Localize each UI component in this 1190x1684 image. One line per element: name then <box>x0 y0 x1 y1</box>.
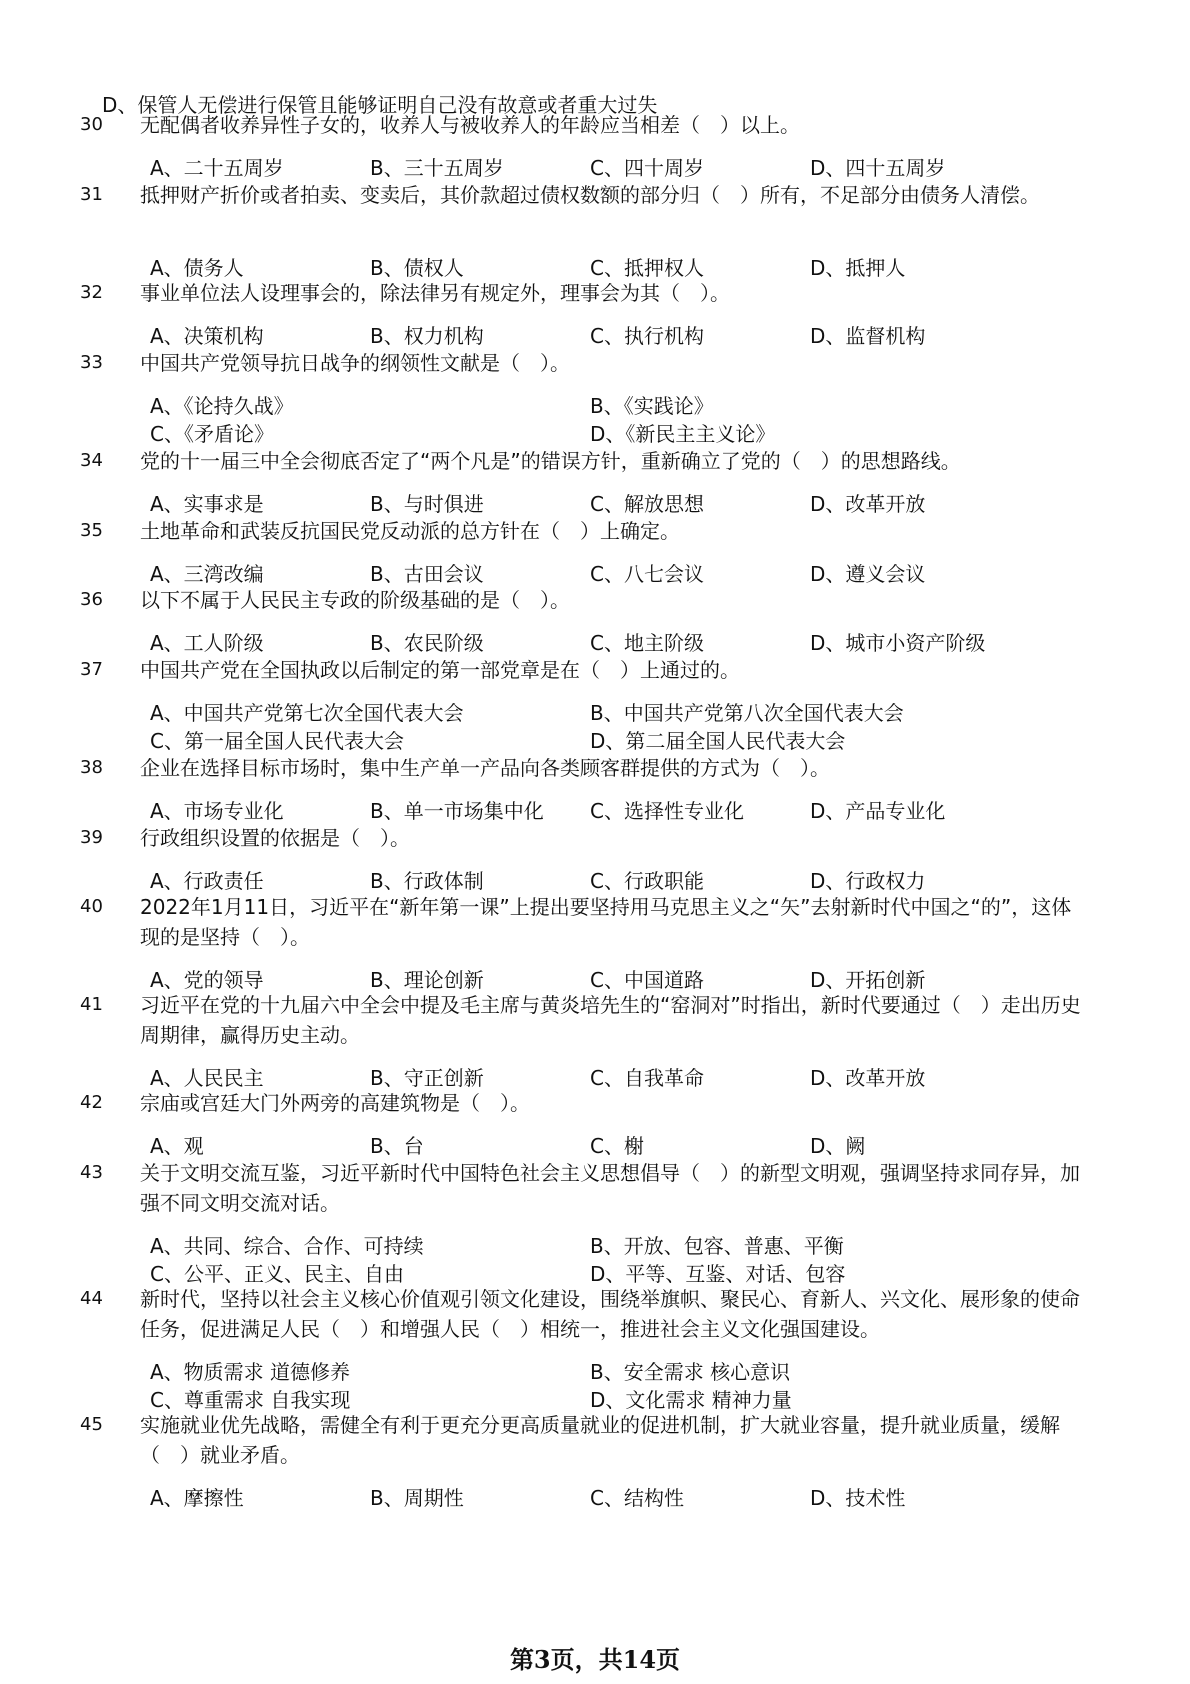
option-a[interactable]: A、三湾改编 <box>150 562 264 586</box>
option-d[interactable]: D、遵义会议 <box>810 562 926 586</box>
option-c[interactable]: C、地主阶级 <box>590 631 704 655</box>
question-number: 41 <box>80 994 103 1015</box>
question-37 <box>0 655 1190 754</box>
question-41 <box>0 990 1190 1091</box>
option-c[interactable]: C、尊重需求 自我实现 <box>150 1388 351 1412</box>
option-b[interactable]: B、古田会议 <box>370 562 484 586</box>
option-c[interactable]: C、八七会议 <box>590 562 704 586</box>
option-list <box>0 1357 1190 1413</box>
option-list <box>0 1231 1190 1287</box>
option-b[interactable]: B、中国共产党第八次全国代表大会 <box>590 701 904 725</box>
question-header <box>0 180 1190 240</box>
option-c[interactable]: C、执行机构 <box>590 324 704 348</box>
option-b[interactable]: B、行政体制 <box>370 869 484 893</box>
question-header <box>0 110 1190 140</box>
option-b[interactable]: B、农民阶级 <box>370 631 484 655</box>
question-header <box>0 446 1190 476</box>
question-header <box>0 892 1190 952</box>
option-d[interactable]: D、文化需求 精神力量 <box>590 1388 792 1412</box>
option-a[interactable]: A、摩擦性 <box>150 1486 244 1510</box>
option-d[interactable]: D、改革开放 <box>810 492 926 516</box>
question-header <box>0 990 1190 1050</box>
question-text: 土地革命和武装反抗国民党反动派的总方针在（ ）上确定。 <box>140 519 680 543</box>
question-39 <box>0 823 1190 894</box>
option-c[interactable]: C、行政职能 <box>590 869 704 893</box>
option-d[interactable]: D、平等、互鉴、对话、包容 <box>590 1262 846 1286</box>
question-number: 45 <box>80 1414 103 1435</box>
option-a[interactable]: A、实事求是 <box>150 492 264 516</box>
question-38 <box>0 753 1190 824</box>
question-text: 2022年1月11日，习近平在“新年第一课”上提出要坚持用马克思主义之“矢”去射新时代中国之“的”，这体现的是坚持（ ）。 <box>140 895 1072 949</box>
question-45 <box>0 1410 1190 1511</box>
question-text: 行政组织设置的依据是（ ）。 <box>140 826 410 850</box>
option-a[interactable]: A、决策机构 <box>150 324 264 348</box>
option-list <box>0 153 1190 181</box>
option-b[interactable]: B、理论创新 <box>370 968 484 992</box>
option-a[interactable]: A、二十五周岁 <box>150 156 284 180</box>
option-a[interactable]: A、行政责任 <box>150 869 264 893</box>
question-text: 抵押财产折价或者拍卖、变卖后，其价款超过债权数额的部分归（ ）所有，不足部分由债务人清偿。 <box>140 183 1040 207</box>
question-header <box>0 348 1190 378</box>
page-footer: 第3页，共14页 <box>509 1645 681 1674</box>
question-42 <box>0 1088 1190 1159</box>
question-number: 33 <box>80 352 103 373</box>
option-list <box>0 391 1190 447</box>
option-d[interactable]: D、阙 <box>810 1134 866 1158</box>
question-43 <box>0 1158 1190 1287</box>
option-list <box>0 698 1190 754</box>
question-number: 42 <box>80 1092 103 1113</box>
option-c[interactable]: C、解放思想 <box>590 492 704 516</box>
option-a[interactable]: A、人民民主 <box>150 1066 264 1090</box>
option-c[interactable]: C、榭 <box>590 1134 644 1158</box>
question-header <box>0 1284 1190 1344</box>
option-d[interactable]: D、改革开放 <box>810 1066 926 1090</box>
question-text: 党的十一届三中全会彻底否定了“两个凡是”的错误方针，重新确立了党的（ ）的思想路线。 <box>140 449 961 473</box>
question-number: 31 <box>80 184 103 205</box>
question-number: 30 <box>80 114 103 135</box>
question-number: 44 <box>80 1288 103 1309</box>
question-header <box>0 1158 1190 1218</box>
option-d[interactable]: D、四十五周岁 <box>810 156 946 180</box>
question-text: 关于文明交流互鉴，习近平新时代中国特色社会主义思想倡导（ ）的新型文明观，强调坚持求同存异，加强不同文明交流对话。 <box>140 1161 1080 1215</box>
question-40 <box>0 892 1190 993</box>
question-35 <box>0 516 1190 587</box>
option-list <box>0 796 1190 824</box>
option-a[interactable]: A、物质需求 道德修养 <box>150 1360 351 1384</box>
question-number: 43 <box>80 1162 103 1183</box>
option-c[interactable]: C、四十周岁 <box>590 156 704 180</box>
option-d[interactable]: D、抵押人 <box>810 256 906 280</box>
option-d[interactable]: D、城市小资产阶级 <box>810 631 986 655</box>
question-number: 39 <box>80 827 103 848</box>
option-c[interactable]: C、选择性专业化 <box>590 799 744 823</box>
question-header <box>0 753 1190 783</box>
option-list <box>0 1131 1190 1159</box>
continued-option: D、保管人无偿进行保管且能够证明自己没有故意或者重大过失 <box>102 93 658 117</box>
option-a[interactable]: A、共同、综合、合作、可持续 <box>150 1234 424 1258</box>
question-header <box>0 1088 1190 1118</box>
option-list <box>0 866 1190 894</box>
option-b[interactable]: B、《实践论》 <box>590 394 714 418</box>
option-d[interactable]: D、开拓创新 <box>810 968 926 992</box>
option-c[interactable]: C、自我革命 <box>590 1066 704 1090</box>
option-c[interactable]: C、《矛盾论》 <box>150 422 274 446</box>
option-list <box>0 559 1190 587</box>
option-b[interactable]: B、三十五周岁 <box>370 156 504 180</box>
question-number: 35 <box>80 520 103 541</box>
question-30 <box>0 110 1190 181</box>
question-32 <box>0 278 1190 349</box>
option-a[interactable]: A、中国共产党第七次全国代表大会 <box>150 701 464 725</box>
question-header <box>0 823 1190 853</box>
question-text: 习近平在党的十九届六中全会中提及毛主席与黄炎培先生的“窑洞对”时指出，新时代要通过（ ）走出历史周期律，赢得历史主动。 <box>140 993 1081 1047</box>
question-44 <box>0 1284 1190 1413</box>
option-list <box>0 1483 1190 1511</box>
question-text: 中国共产党领导抗日战争的纲领性文献是（ ）。 <box>140 351 570 375</box>
question-33 <box>0 348 1190 447</box>
option-d[interactable]: D、《新民主主义论》 <box>590 422 776 446</box>
option-a[interactable]: A、债务人 <box>150 256 244 280</box>
question-header <box>0 585 1190 615</box>
option-c[interactable]: C、抵押权人 <box>590 256 704 280</box>
question-text: 宗庙或宫廷大门外两旁的高建筑物是（ ）。 <box>140 1091 530 1115</box>
option-c[interactable]: C、公平、正义、民主、自由 <box>150 1262 404 1286</box>
question-text: 实施就业优先战略，需健全有利于更充分更高质量就业的促进机制，扩大就业容量，提升就业质量，缓解（ ）就业矛盾。 <box>140 1413 1060 1467</box>
question-number: 36 <box>80 589 103 610</box>
option-b[interactable]: B、周期性 <box>370 1486 464 1510</box>
option-c[interactable]: C、结构性 <box>590 1486 684 1510</box>
option-a[interactable]: A、党的领导 <box>150 968 264 992</box>
option-c[interactable]: C、中国道路 <box>590 968 704 992</box>
question-text: 以下不属于人民民主专政的阶级基础的是（ ）。 <box>140 588 570 612</box>
question-number: 38 <box>80 757 103 778</box>
option-b[interactable]: B、守正创新 <box>370 1066 484 1090</box>
question-header <box>0 516 1190 546</box>
question-text: 中国共产党在全国执政以后制定的第一部党章是在（ ）上通过的。 <box>140 658 740 682</box>
option-c[interactable]: C、第一届全国人民代表大会 <box>150 729 404 753</box>
option-d[interactable]: D、监督机构 <box>810 324 926 348</box>
question-header <box>0 278 1190 308</box>
question-36 <box>0 585 1190 656</box>
option-a[interactable]: A、观 <box>150 1134 204 1158</box>
option-list <box>0 1063 1190 1091</box>
option-d[interactable]: D、技术性 <box>810 1486 906 1510</box>
option-d[interactable]: D、行政权力 <box>810 869 926 893</box>
question-text: 事业单位法人设理事会的，除法律另有规定外，理事会为其（ ）。 <box>140 281 730 305</box>
question-number: 32 <box>80 282 103 303</box>
option-b[interactable]: B、债权人 <box>370 256 464 280</box>
option-list <box>0 489 1190 517</box>
question-34 <box>0 446 1190 517</box>
option-a[interactable]: A、《论持久战》 <box>150 394 294 418</box>
option-b[interactable]: B、权力机构 <box>370 324 484 348</box>
option-b[interactable]: B、单一市场集中化 <box>370 799 544 823</box>
question-text: 新时代，坚持以社会主义核心价值观引领文化建设，围绕举旗帜、聚民心、育新人、兴文化、展形象的使命任务，促进满足人民（ ）和增强人民（ ）相统一，推进社会主义文化强国建设。 <box>140 1287 1080 1341</box>
question-31 <box>0 180 1190 281</box>
question-header <box>0 1410 1190 1470</box>
option-b[interactable]: B、安全需求 核心意识 <box>590 1360 791 1384</box>
option-list <box>0 628 1190 656</box>
question-number: 34 <box>80 450 103 471</box>
question-text: 企业在选择目标市场时，集中生产单一产品向各类顾客群提供的方式为（ ）。 <box>140 756 830 780</box>
question-header <box>0 655 1190 685</box>
option-a[interactable]: A、市场专业化 <box>150 799 284 823</box>
option-list <box>0 321 1190 349</box>
question-text: 无配偶者收养异性子女的，收养人与被收养人的年龄应当相差（ ）以上。 <box>140 113 800 137</box>
option-a[interactable]: A、工人阶级 <box>150 631 264 655</box>
option-b[interactable]: B、台 <box>370 1134 424 1158</box>
question-number: 37 <box>80 659 103 680</box>
option-d[interactable]: D、产品专业化 <box>810 799 946 823</box>
option-list <box>0 965 1190 993</box>
question-number: 40 <box>80 896 103 917</box>
option-d[interactable]: D、第二届全国人民代表大会 <box>590 729 846 753</box>
option-b[interactable]: B、开放、包容、普惠、平衡 <box>590 1234 844 1258</box>
option-list <box>0 253 1190 281</box>
option-b[interactable]: B、与时俱进 <box>370 492 484 516</box>
